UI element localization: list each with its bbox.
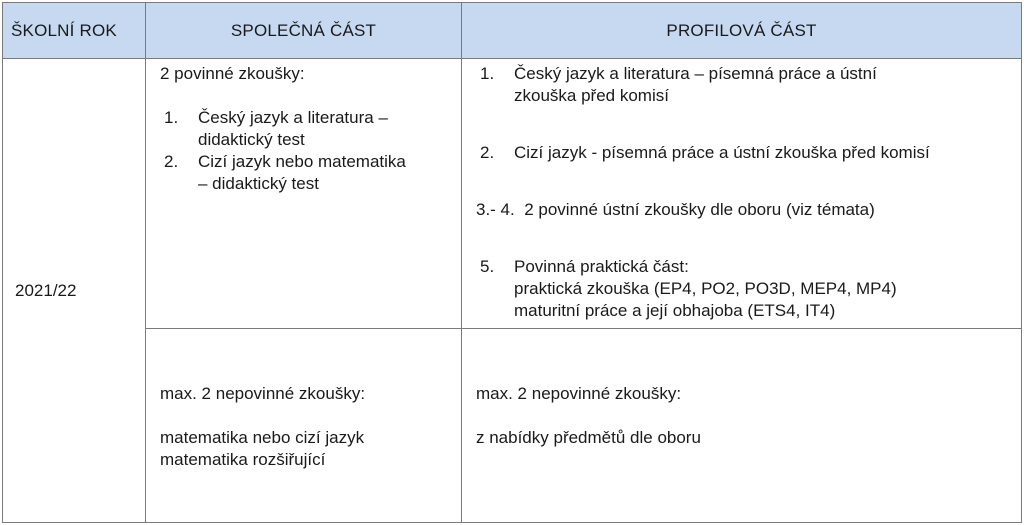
profile-optional-cell xyxy=(462,329,1022,523)
profile-item-1 xyxy=(476,63,1013,107)
common-optional-intro: max. 2 nepovinné zkoušky: xyxy=(160,384,366,403)
header-common-part: SPOLEČNÁ ČÁST xyxy=(146,3,462,59)
item-line: Český jazyk a literatura – písemná práce a ústní xyxy=(514,64,877,83)
list-number: 2. xyxy=(480,143,495,162)
profile-item-5 xyxy=(476,256,1013,322)
item-line: Český jazyk a literatura – xyxy=(198,108,388,127)
profile-optional-line: z nabídky předmětů dle oboru xyxy=(476,428,701,447)
item-line: maturitní práce a její obhajoba (ETS4, IT4) xyxy=(514,301,836,320)
header-school-year: ŠKOLNÍ ROK xyxy=(3,3,146,59)
header-profile-part: PROFILOVÁ ČÁST xyxy=(462,3,1022,59)
header-row xyxy=(3,3,1022,59)
item-line: praktická zkouška (EP4, PO2, PO3D, MEP4, MP4) xyxy=(514,279,897,298)
item-line: Cizí jazyk - písemná práce a ústní zkouška před komisí xyxy=(514,143,930,162)
common-mandatory-intro: 2 povinné zkoušky: xyxy=(160,64,305,83)
common-optional-cell xyxy=(146,329,462,523)
item-line: Povinná praktická část: xyxy=(514,257,689,276)
common-mandatory-item-2 xyxy=(160,151,453,195)
common-optional-line: matematika nebo cizí jazyk xyxy=(160,428,365,447)
common-mandatory-item-1 xyxy=(160,107,453,151)
mandatory-row xyxy=(3,59,1022,329)
school-year-cell: 2021/22 xyxy=(3,59,146,523)
list-number: 1. xyxy=(480,64,495,83)
profile-optional-intro: max. 2 nepovinné zkoušky: xyxy=(476,384,682,403)
list-number: 3.- 4. xyxy=(476,200,515,219)
profile-item-3-4 xyxy=(476,199,1013,221)
item-line: 2 povinné ústní zkoušky dle oboru (viz témata) xyxy=(524,200,875,219)
profile-mandatory-cell xyxy=(462,59,1022,329)
exam-table xyxy=(2,2,1022,523)
item-line: – didaktický test xyxy=(198,174,319,193)
common-optional-line: matematika rozšiřující xyxy=(160,450,326,469)
item-line: zkouška před komisí xyxy=(514,86,669,105)
list-number: 2. xyxy=(164,152,179,171)
list-number: 1. xyxy=(164,108,179,127)
profile-item-2 xyxy=(476,142,1013,164)
list-number: 5. xyxy=(480,257,495,276)
item-line: didaktický test xyxy=(198,130,305,149)
item-line: Cizí jazyk nebo matematika xyxy=(198,152,406,171)
optional-row xyxy=(3,329,1022,523)
common-mandatory-cell xyxy=(146,59,462,329)
